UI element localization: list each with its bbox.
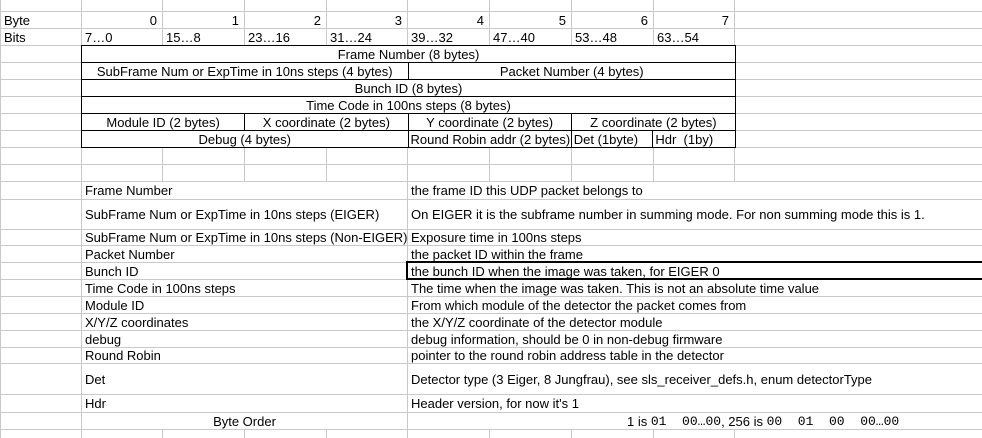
bits-value-cell[interactable]: 23…16 [245,29,327,45]
empty-cell [0,297,82,313]
description-cell[interactable]: debug information, should be 0 in non-debug firmware [411,331,723,347]
byte-order-hex1: 01 00…00 [650,413,722,429]
empty-cell [572,165,654,181]
debug-cell[interactable]: Debug (4 bytes) [82,131,409,147]
field-name-cell[interactable]: Round Robin [82,348,408,363]
empty-row [0,148,982,165]
empty-cell [490,165,572,181]
byte-order-hex2: 00 01 00 00…00 [766,413,900,429]
field-name-cell[interactable]: SubFrame Num or ExpTime in 10ns steps (EIGER) [82,200,408,229]
empty-cell [735,430,982,438]
empty-cell [0,0,82,11]
empty-cell [245,148,327,164]
byte-order-middle: , 256 is [721,413,767,429]
byte-value-cell[interactable]: 5 [490,12,572,28]
empty-cell [327,148,408,164]
empty-cell [408,148,490,164]
empty-cell [0,246,82,262]
empty-cell [572,0,654,11]
det-cell[interactable]: Det (1byte) [572,131,654,147]
desc-row-frame-number [0,182,982,200]
empty-cell [735,165,982,181]
time-code-cell[interactable]: Time Code in 100ns steps (8 bytes) [306,97,511,113]
empty-row [0,430,982,438]
field-name-cell[interactable]: Time Code in 100ns steps [82,280,408,296]
empty-cell [163,430,245,438]
desc-row-debug [0,331,982,348]
desc-row-module-id [0,297,982,314]
y-coordinate-cell[interactable]: Y coordinate (2 bytes) [409,114,572,130]
byte-value-cell[interactable]: 4 [408,12,490,28]
x-coordinate-cell[interactable]: X coordinate (2 bytes) [245,114,408,130]
empty-cell [735,0,982,11]
empty-cell [0,348,82,363]
byte-value-cell[interactable]: 1 [163,12,245,28]
empty-cell [654,165,735,181]
bunch-id-cell[interactable]: Bunch ID (8 bytes) [354,80,463,96]
empty-cell [245,430,327,438]
byte-value-cell[interactable]: 6 [572,12,654,28]
bits-label-cell[interactable]: Bits [0,29,82,45]
description-cell[interactable]: The time when the image was taken. This is not an absolute time value [411,280,820,296]
empty-cell [735,29,982,45]
desc-row-bunch-id [0,263,982,280]
byte-order-value-cell[interactable] [408,413,982,429]
byte-value-cell[interactable]: 2 [245,12,327,28]
empty-cell [0,230,82,245]
field-name-cell[interactable]: Bunch ID [82,263,408,279]
empty-cell [0,395,82,412]
empty-cell [163,165,245,181]
field-name-cell[interactable]: Det [82,364,408,394]
field-name-cell[interactable]: SubFrame Num or ExpTime in 10ns steps (Non-EIGER) [82,230,408,245]
empty-cell [654,148,735,164]
table-row [82,114,735,131]
gridline-strip [0,46,81,148]
bits-value-cell[interactable]: 31…24 [327,29,408,45]
empty-cell [0,263,82,279]
desc-row-xyz [0,314,982,331]
frame-number-cell[interactable]: Frame Number (8 bytes) [337,46,480,62]
desc-row-hdr [0,395,982,413]
bits-value-cell[interactable]: 47…40 [490,29,572,45]
empty-cell [0,200,82,229]
desc-row-subframe-non-eiger [0,230,982,246]
description-cell[interactable]: On EIGER it is the subframe number in summing mode. For non summing mode this is 1. [411,207,925,222]
empty-cell [0,280,82,296]
z-coordinate-cell[interactable]: Z coordinate (2 bytes) [590,114,717,130]
table-row [82,131,735,147]
bits-value-cell[interactable]: 7…0 [82,29,163,45]
bits-header-row [0,29,982,46]
description-cell[interactable]: the frame ID this UDP packet belongs to [411,183,643,198]
description-cell[interactable]: the X/Y/Z coordinate of the detector module [411,314,663,330]
empty-cell [0,148,82,164]
field-name-cell[interactable]: Packet Number [82,246,408,262]
empty-cell [163,148,245,164]
byte-value-cell[interactable]: 0 [82,12,163,28]
byte-value-cell[interactable]: 7 [654,12,735,28]
description-cell[interactable]: Exposure time in 100ns steps [411,230,582,245]
byte-order-row [0,413,982,430]
empty-cell [327,430,408,438]
table-row [82,63,735,80]
byte-header-row [0,12,982,29]
empty-cell [82,148,163,164]
bits-value-cell[interactable]: 39…32 [408,29,490,45]
empty-cell [654,0,735,11]
round-robin-cell[interactable]: Round Robin addr (2 bytes) [410,131,571,147]
description-cell[interactable]: Header version, for now it's 1 [411,396,579,411]
field-name-cell[interactable]: Hdr [82,395,408,412]
byte-value-cell[interactable]: 3 [327,12,408,28]
selected-description-cell[interactable]: the bunch ID when the image was taken, for EIGER 0 [411,263,720,279]
field-name-cell[interactable]: Frame Number [82,182,408,199]
empty-cell [408,430,490,438]
empty-cell [735,12,982,28]
hdr-cell[interactable]: Hdr (1by) [655,131,714,147]
empty-cell [245,0,327,11]
field-name-cell[interactable]: X/Y/Z coordinates [82,314,408,330]
empty-cell [245,165,327,181]
empty-cell [82,165,163,181]
empty-cell [408,0,490,11]
desc-row-subframe-eiger [0,200,982,230]
table-row [82,80,735,97]
description-cell[interactable]: the packet ID within the frame [411,246,583,262]
desc-row-packet-number [0,246,982,263]
empty-row [0,0,982,12]
empty-cell [0,364,82,394]
empty-cell [163,0,245,11]
byte-label-cell[interactable]: Byte [0,12,82,28]
empty-cell [0,165,82,181]
empty-cell [572,430,654,438]
field-name-cell[interactable]: debug [82,331,408,347]
empty-cell [82,0,163,11]
empty-cell [0,331,82,347]
description-cell[interactable]: From which module of the detector the packet comes from [411,297,747,313]
packet-number-cell[interactable]: Packet Number (4 bytes) [499,63,644,79]
gridline-strip [735,46,982,148]
description-cell[interactable]: pointer to the round robin address table in the detector [411,348,724,363]
empty-cell [327,165,408,181]
empty-cell [82,430,163,438]
empty-cell [0,413,82,429]
desc-row-det [0,364,982,395]
empty-cell [0,430,82,438]
empty-cell [490,148,572,164]
description-cell[interactable]: Detector type (3 Eiger, 8 Jungfrau), see sls_receiver_defs.h, enum detectorType [411,371,873,387]
table-row [82,46,735,63]
empty-cell [0,182,82,199]
empty-cell [0,314,82,330]
empty-cell [654,430,735,438]
empty-row [0,165,982,182]
desc-row-round-robin [0,348,982,364]
byte-order-label-cell[interactable]: Byte Order [82,413,408,429]
empty-cell [735,148,982,164]
module-id-cell[interactable]: Module ID (2 bytes) [82,114,245,130]
byte-order-prefix: 1 is [627,413,651,429]
bits-value-cell[interactable]: 63…54 [654,29,735,45]
empty-cell [490,430,572,438]
empty-cell [408,165,490,181]
empty-cell [572,148,654,164]
empty-cell [327,0,408,11]
field-name-cell[interactable]: Module ID [82,297,408,313]
desc-row-time-code [0,280,982,297]
subframe-cell[interactable]: SubFrame Num or ExpTime in 10ns steps (4 bytes) [82,63,409,79]
bits-value-cell[interactable]: 15…8 [163,29,245,45]
bits-value-cell[interactable]: 53…48 [572,29,654,45]
table-row [82,97,735,114]
packet-structure-table [81,45,736,148]
empty-cell [490,0,572,11]
